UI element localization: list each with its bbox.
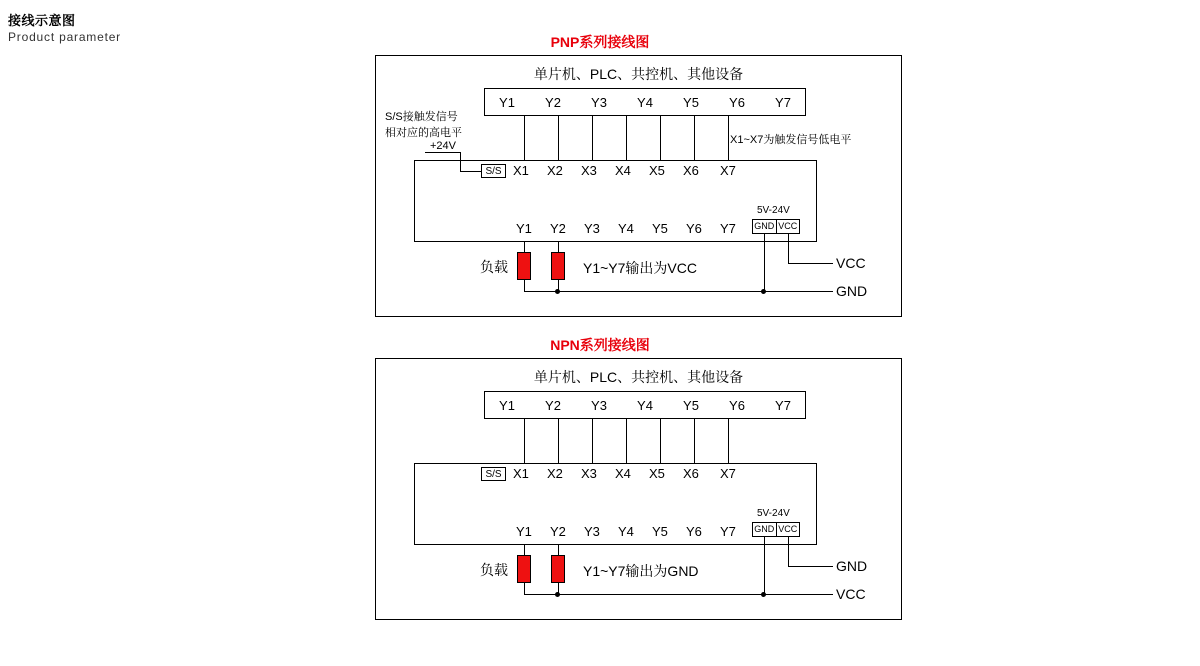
- npn-wire-y3: [592, 419, 593, 463]
- npn-gnd-terminal: GND: [754, 524, 775, 534]
- npn-vcc-drop: [764, 537, 765, 594]
- pnp-gnd-drop: [764, 234, 765, 291]
- pnp-ss-terminal: S/S: [481, 164, 506, 178]
- page-title: 接线示意图: [8, 13, 76, 28]
- pnp-device-pin: Y4: [637, 95, 653, 110]
- npn-gnd-wire: [788, 566, 833, 567]
- pnp-input-pin: X4: [615, 163, 631, 178]
- pnp-output-pin: Y1: [516, 221, 532, 236]
- npn-output-pin: Y5: [652, 524, 668, 539]
- npn-load-label: 负载: [480, 562, 508, 578]
- npn-input-pin: X6: [683, 466, 699, 481]
- npn-gnd-wire-label: GND: [836, 558, 868, 574]
- pnp-power-terminal: [752, 219, 800, 234]
- npn-device-pin-row: [484, 398, 806, 413]
- npn-diagram-title: NPN系列接线图: [550, 337, 650, 353]
- npn-gnd-drop: [788, 537, 789, 566]
- npn-power-terminal: [752, 522, 800, 537]
- pnp-input-pin: X5: [649, 163, 665, 178]
- npn-output-pin: Y7: [720, 524, 736, 539]
- pnp-junction-dot-2: [761, 289, 766, 294]
- npn-wire-y1: [524, 419, 525, 463]
- pnp-vcc-wire: [788, 263, 833, 264]
- pnp-note-right: X1~X7为触发信号低电平: [730, 134, 852, 146]
- pnp-output-pin: Y4: [618, 221, 634, 236]
- npn-load-1: [517, 555, 531, 583]
- pnp-device-pin: Y2: [545, 95, 561, 110]
- npn-out-wire-y1: [524, 545, 525, 555]
- pnp-output-pin: Y7: [720, 221, 736, 236]
- npn-output-pin: Y4: [618, 524, 634, 539]
- pnp-input-pin: X1: [513, 163, 529, 178]
- npn-wire-y2: [558, 419, 559, 463]
- npn-wire-y6: [694, 419, 695, 463]
- npn-vcc-wire-label: VCC: [836, 586, 866, 602]
- pnp-wire-y7: [728, 116, 729, 160]
- pnp-device-pin: Y1: [499, 95, 515, 110]
- pnp-24v-wire: [425, 152, 460, 153]
- pnp-wire-y2: [558, 116, 559, 160]
- pnp-wire-y5: [660, 116, 661, 160]
- pnp-load-2: [551, 252, 565, 280]
- pnp-gnd-terminal: GND: [754, 221, 775, 231]
- pnp-input-pin: X7: [720, 163, 736, 178]
- pnp-note-left-line3: +24V: [430, 140, 456, 152]
- pnp-device-pin: Y3: [591, 95, 607, 110]
- pnp-wire-y1: [524, 116, 525, 160]
- npn-device-label: 单片机、PLC、共控机、其他设备: [533, 369, 744, 385]
- npn-input-pin: X7: [720, 466, 736, 481]
- npn-junction-dot-2: [761, 592, 766, 597]
- pnp-supply-label: 5V-24V: [757, 205, 790, 216]
- npn-device-pin: Y2: [545, 398, 561, 413]
- pnp-gnd-wire-label: GND: [836, 283, 868, 299]
- pnp-input-pin: X6: [683, 163, 699, 178]
- npn-device-pin: Y5: [683, 398, 699, 413]
- pnp-output-note: Y1~Y7输出为VCC: [583, 260, 697, 276]
- npn-device-pin: Y4: [637, 398, 653, 413]
- npn-device-pin: Y3: [591, 398, 607, 413]
- pnp-out-wire-y2: [558, 242, 559, 252]
- pnp-wire-y6: [694, 116, 695, 160]
- npn-device-pin: Y7: [775, 398, 791, 413]
- npn-input-pin: X4: [615, 466, 631, 481]
- npn-output-pin: Y6: [686, 524, 702, 539]
- pnp-device-pin: Y6: [729, 95, 745, 110]
- pnp-wire-y3: [592, 116, 593, 160]
- pnp-note-left-line2: 相对应的高电平: [385, 127, 462, 139]
- npn-wire-y5: [660, 419, 661, 463]
- pnp-load-1: [517, 252, 531, 280]
- pnp-wire-y4: [626, 116, 627, 160]
- pnp-load-label: 负载: [480, 259, 508, 275]
- npn-supply-label: 5V-24V: [757, 508, 790, 519]
- pnp-device-pin: Y5: [683, 95, 699, 110]
- npn-input-pin: X1: [513, 466, 529, 481]
- pnp-output-pin: Y6: [686, 221, 702, 236]
- npn-output-pin: Y3: [584, 524, 600, 539]
- pnp-input-pin: X3: [581, 163, 597, 178]
- npn-wire-y7: [728, 419, 729, 463]
- pnp-device-label: 单片机、PLC、共控机、其他设备: [533, 66, 744, 82]
- pnp-ss-lead-wire: [460, 171, 481, 172]
- npn-out-wire-y2: [558, 545, 559, 555]
- pnp-input-pin: X2: [547, 163, 563, 178]
- npn-output-pin: Y1: [516, 524, 532, 539]
- pnp-junction-dot-1: [555, 289, 560, 294]
- pnp-out-wire-y1: [524, 242, 525, 252]
- npn-vcc-bus: [524, 594, 833, 595]
- npn-device-pin: Y1: [499, 398, 515, 413]
- page-subtitle: Product parameter: [8, 30, 121, 44]
- pnp-output-pin: Y3: [584, 221, 600, 236]
- npn-wire-y4: [626, 419, 627, 463]
- pnp-vcc-terminal: VCC: [776, 220, 800, 233]
- pnp-vcc-wire-label: VCC: [836, 255, 866, 271]
- npn-input-pin: X5: [649, 466, 665, 481]
- npn-input-pin: X2: [547, 466, 563, 481]
- npn-input-pin: X3: [581, 466, 597, 481]
- npn-load1-bottom-wire: [524, 583, 525, 594]
- pnp-vcc-drop: [788, 234, 789, 263]
- pnp-ss-lead-drop: [460, 152, 461, 171]
- pnp-output-pin: Y2: [550, 221, 566, 236]
- pnp-diagram-title: PNP系列接线图: [550, 34, 650, 50]
- pnp-device-pin: Y7: [775, 95, 791, 110]
- npn-junction-dot-1: [555, 592, 560, 597]
- pnp-load1-bottom-wire: [524, 280, 525, 291]
- npn-ss-terminal: S/S: [481, 467, 506, 481]
- npn-load-2: [551, 555, 565, 583]
- pnp-output-pin: Y5: [652, 221, 668, 236]
- pnp-device-pin-row: [484, 95, 806, 110]
- npn-output-note: Y1~Y7输出为GND: [583, 563, 699, 579]
- pnp-gnd-bus: [524, 291, 833, 292]
- pnp-note-left-line1: S/S接触发信号: [385, 111, 458, 123]
- npn-output-pin: Y2: [550, 524, 566, 539]
- npn-device-pin: Y6: [729, 398, 745, 413]
- npn-vcc-terminal: VCC: [776, 523, 800, 536]
